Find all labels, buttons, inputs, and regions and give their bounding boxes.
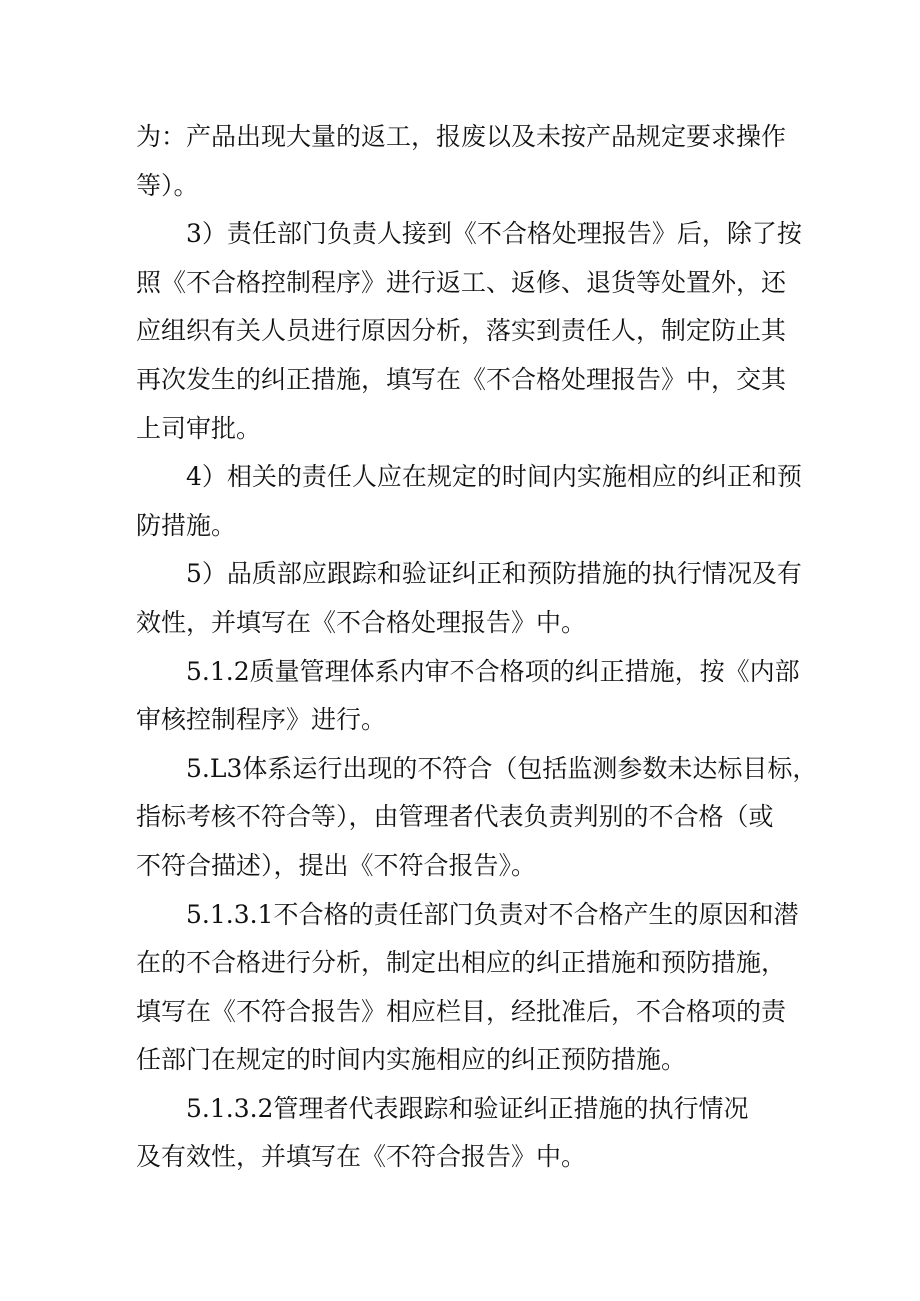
text-line: 指标考核不符合等），由管理者代表负责判别的不合格（或	[136, 802, 774, 832]
text-line: 及有效性，并填写在《不符合报告》中。	[136, 1142, 587, 1172]
text-line: 5）品质部应跟踪和验证纠正和预防措施的执行情况及有	[186, 559, 802, 589]
text-line: 4）相关的责任人应在规定的时间内实施相应的纠正和预	[186, 462, 802, 492]
text-line: 5.1.2质量管理体系内审不合格项的纠正措施，按《内部	[186, 656, 800, 686]
text-line: 效性，并填写在《不合格处理报告》中。	[136, 607, 587, 637]
text-line: 5.L3体系运行出现的不符合（包括监测参数未达标目标，	[186, 753, 818, 783]
text-line: 5.1.3.2管理者代表跟踪和验证纠正措施的执行情况	[186, 1093, 749, 1123]
text-line: 任部门在规定的时间内实施相应的纠正预防措施。	[136, 1045, 687, 1075]
paragraph-5-1-2	[136, 648, 800, 745]
paragraph-continuation	[136, 113, 786, 210]
text-line: 审核控制程序》进行。	[136, 705, 387, 735]
text-line: 不符合描述），提出《不符合报告》。	[136, 850, 537, 880]
paragraph-item-5	[136, 550, 802, 647]
document-body	[136, 113, 818, 1182]
paragraph-5-1-3-1	[136, 891, 799, 1085]
text-line: 为：产品出现大量的返工，报废以及未按产品规定要求操作	[136, 122, 787, 151]
text-line: 再次发生的纠正措施，填写在《不合格处理报告》中，交其	[136, 364, 787, 394]
text-line: 应组织有关人员进行原因分析，落实到责任人，制定防止其	[136, 316, 787, 346]
paragraph-item-4	[136, 453, 802, 550]
text-line: 在的不合格进行分析，制定出相应的纠正措施和预防措施，	[136, 948, 787, 978]
text-line: 填写在《不符合报告》相应栏目，经批准后，不合格项的责	[136, 996, 787, 1026]
paragraph-item-3	[136, 210, 802, 453]
text-line: 防措施。	[136, 510, 237, 540]
text-line: 5.1.3.1不合格的责任部门负责对不合格产生的原因和潜	[186, 899, 799, 929]
text-line: 照《不合格控制程序》进行返工、返修、退货等处置外，还	[136, 267, 787, 297]
paragraph-5-1-3	[136, 745, 818, 891]
text-line: 等）。	[136, 170, 199, 200]
paragraph-5-1-3-2	[136, 1085, 786, 1182]
text-line: 3）责任部门负责人接到《不合格处理报告》后，除了按	[186, 219, 802, 249]
text-line: 上司审批。	[136, 413, 262, 443]
